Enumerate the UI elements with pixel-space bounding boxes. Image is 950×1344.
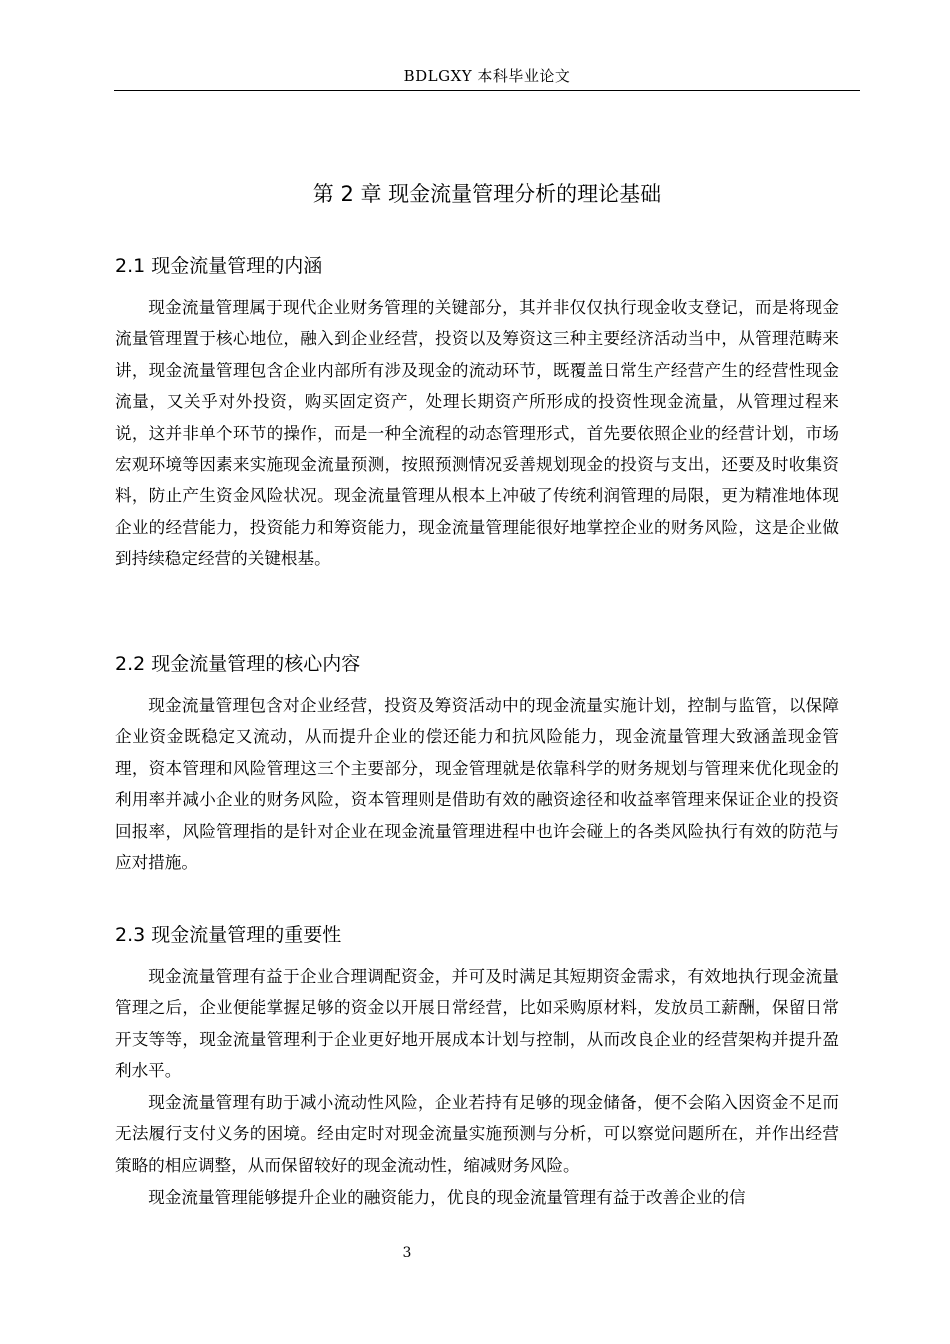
section-heading-2-2: 2.2 现金流量管理的核心内容 [115, 653, 361, 675]
paragraph: 现金流量管理包含对企业经营，投资及筹资活动中的现金流量实施计划，控制与监管，以保障企业资金既稳定又流动，从而提升企业的偿还能力和抗风险能力，现金流量管理大致涵盖现金管理，资本管理和风险管理这三个主要部分，现金管理就是依靠科学的财务规划与管理来优化现金的利用率并减小企业的财务风险，资本管理则是借助有效的融资途径和收益率管理来保证企业的投资回报率，风险管理指的是针对企业在现金流量管理进程中也许会碰上的各类风险执行有效的防范与应对措施。 [115, 696, 839, 873]
section-heading-2-3: 2.3 现金流量管理的重要性 [115, 924, 342, 946]
paragraph: 现金流量管理有助于减小流动性风险，企业若持有足够的现金储备，便不会陷入因资金不足而无法履行支付义务的困境。经由定时对现金流量实施预测与分析，可以察觉问题所在，并作出经营策略的相应调整，从而保留较好的现金流动性，缩减财务风险。 [115, 1093, 839, 1175]
running-header: BDLGXY 本科毕业论文 [403, 67, 571, 85]
chapter-title: 第 2 章 现金流量管理分析的理论基础 [312, 182, 662, 206]
paragraph: 现金流量管理属于现代企业财务管理的关键部分，其并非仅仅执行现金收支登记，而是将现金流量管理置于核心地位，融入到企业经营，投资以及筹资这三种主要经济活动当中，从管理范畴来讲，现金流量管理包含企业内部所有涉及现金的流动环节，既覆盖日常生产经营产生的经营性现金流量，又关乎对外投资，购买固定资产，处理长期资产所形成的投资性现金流量，从管理过程来说，这并非单个环节的操作，而是一种全流程的动态管理形式，首先要依照企业的经营计划，市场宏观环境等因素来实施现金流量预测，按照预测情况妥善规划现金的投资与支出，还要及时收集资料，防止产生资金风险状况。现金流量管理从根本上冲破了传统利润管理的局限，更为精准地体现企业的经营能力，投资能力和筹资能力，现金流量管理能很好地掌控企业的财务风险，这是企业做到持续稳定经营的关键根基。 [115, 298, 839, 569]
section-heading-2-1: 2.1 现金流量管理的内涵 [115, 255, 323, 277]
paragraph: 现金流量管理能够提升企业的融资能力，优良的现金流量管理有益于改善企业的信 [148, 1188, 746, 1207]
header-divider [114, 90, 860, 91]
page-number: 3 [402, 1245, 412, 1261]
paragraph: 现金流量管理有益于企业合理调配资金，并可及时满足其短期资金需求，有效地执行现金流量管理之后，企业便能掌握足够的资金以开展日常经营，比如采购原材料，发放员工薪酬，保留日常开支等等，现金流量管理利于企业更好地开展成本计划与控制，从而改良企业的经营架构并提升盈利水平。 [115, 967, 839, 1081]
